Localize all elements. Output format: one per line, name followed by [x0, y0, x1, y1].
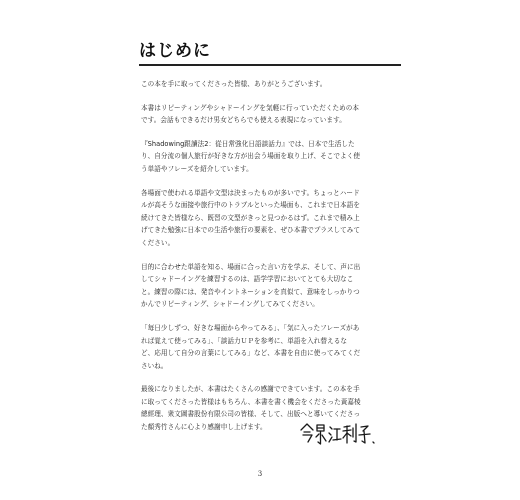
preface-body: [141, 78, 403, 445]
title-underline: [139, 64, 401, 66]
paragraph-book-intro: 『Shadowing跟讀法2：從日常強化日語談話力』では、日本で生活した り、自分流の個人旅行が好きな方が出会う場面を取り上げ、そこでよく使 う単語やフレーズを紹介しています。: [141, 139, 360, 173]
paragraph-greeting: この本を手に取ってくださった皆様、ありがとうございます。: [141, 80, 327, 88]
paragraph-purpose: 本書はリピーティングやシャドーイングを気軽に行っていただくための本 です。会話もできるだけ男女どちらでも使える表現になっています。: [141, 103, 360, 125]
page-title: はじめに: [139, 41, 211, 61]
author-signature: [298, 420, 378, 448]
paragraph-practice: 目的に合わせた単語を知る、場面に合った言い方を学ぶ、そして、声に出 してシャドーイングを練習するのは、語学学習においてとても大切なこ と。練習の際には、発音やイントネーションを真似て、意味をしっかりつ かんでリピーティング、シャドーイングしてみてください。: [141, 262, 361, 309]
paragraph-scenes: 各場面で使われる単語や文型は決まったものが多いです。ちょっとハード ルが高そうな面接や旅行中のトラブルといった場面も、これまで日本語を 続けてきた皆様なら、既習の文型がきっと見つかるはず。これまで積み上 げてきた勉強に日本での生活や旅行の要素を、ぜひ本書でプラスしてみて ください。: [141, 188, 361, 247]
paragraph-usage-tips: 「毎日少しずつ、好きな場面からやってみる」、「気に入ったフレーズがあ れば覚えて使ってみる」、「談話力ＵＰを参考に、単語を入れ替えるな ど、応用して自分の言葉にしてみる」など、本書を自由に使ってみてくだ さいね。: [141, 323, 361, 370]
paragraph-acknowledgements: 最後になりましたが、本書はたくさんの感謝でできています。この本を手 に取ってくださった皆様はもちろん、本書を書く機会をくださった黃嘉棱 總經理、衆文圖書股份有限公司の皆様、そして、出版へと導いてくださっ た顏秀竹さんに心より感謝申し上げます。: [141, 385, 361, 432]
page-number: 3: [257, 470, 263, 478]
